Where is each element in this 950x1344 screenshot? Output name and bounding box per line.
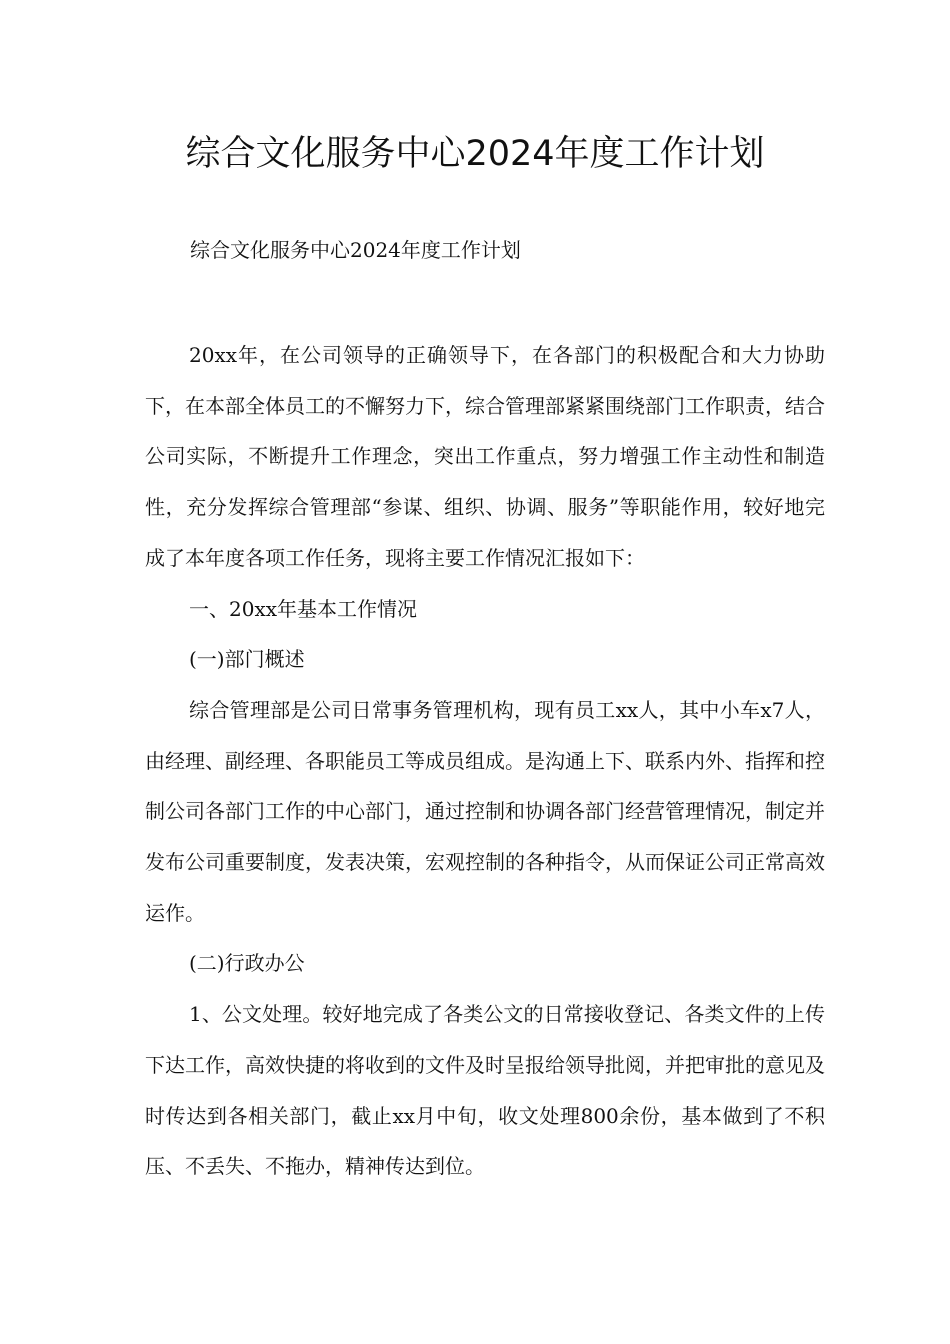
paragraph-overview: 综合管理部是公司日常事务管理机构，现有员工xx人，其中小车x7人，由经理、副经理、各职能员工等成员组成。是沟通上下、联系内外、指挥和控制公司各部门工作的中心部门，通过控制和协调各部门经营管理情况，制定并发布公司重要制度，发表决策，宏观控制的各种指令，从而保证公司正常高效运作。 <box>145 697 825 925</box>
document-body <box>145 330 825 1192</box>
document-subtitle: 综合文化服务中心2024年度工作计划 <box>190 238 521 262</box>
paragraph-document-handling: 1、公文处理。较好地完成了各类公文的日常接收登记、各类文件的上传下达工作，高效快捷的将收到的文件及时呈报给领导批阅，并把审批的意见及时传达到各相关部门，截止xx月中旬，收文处理800余份，基本做到了不积压、不丢失、不拖办，精神传达到位。 <box>145 1002 825 1179</box>
paragraph-intro: 20xx年，在公司领导的正确领导下，在各部门的积极配合和大力协助下，在本部全体员工的不懈努力下，综合管理部紧紧围绕部门工作职责，结合公司实际，不断提升工作理念，突出工作重点，努力增强工作主动性和制造性，充分发挥综合管理部“参谋、组织、协调、服务”等职能作用，较好地完成了本年度各项工作任务，现将主要工作情况汇报如下： <box>145 343 825 570</box>
section-heading-1: 一、20xx年基本工作情况 <box>189 596 418 621</box>
subsection-heading-1: (一)部门概述 <box>189 647 305 672</box>
subsection-heading-2: (二)行政办公 <box>189 951 305 976</box>
document-title: 综合文化服务中心2024年度工作计划 <box>185 134 765 174</box>
